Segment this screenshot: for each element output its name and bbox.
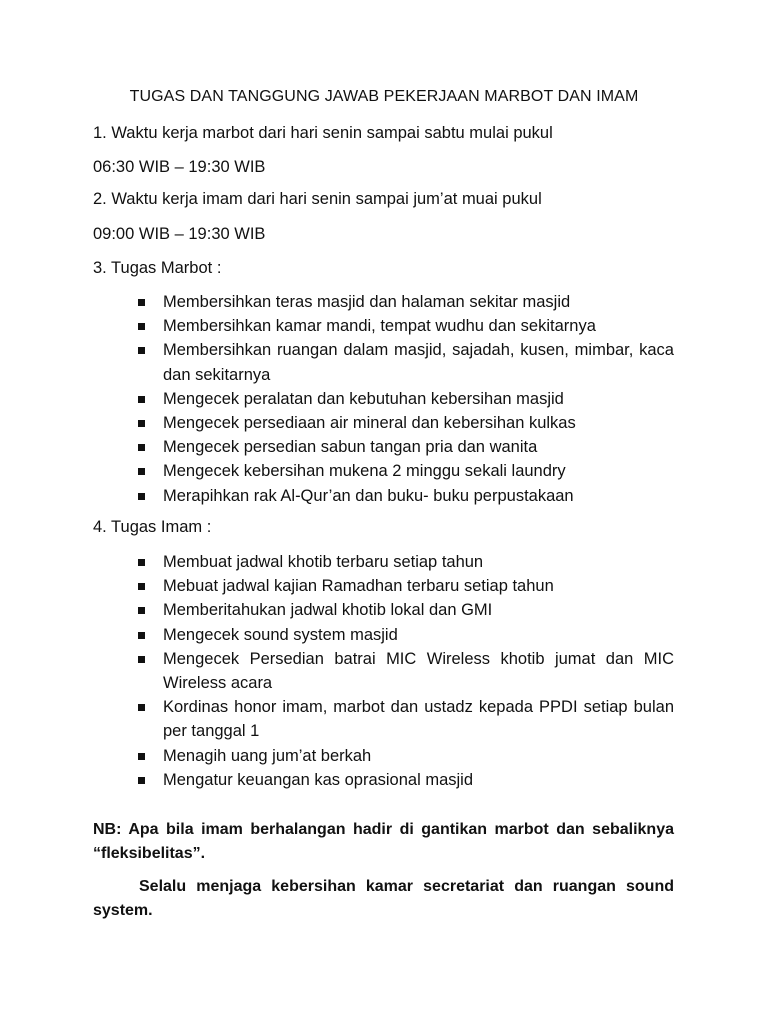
list-item bbox=[138, 550, 674, 574]
list-item-text: Mengecek kebersihan mukena 2 minggu sekali laundry bbox=[163, 462, 566, 481]
list-item-text: Menagih uang jum’at berkah bbox=[163, 746, 372, 765]
square-bullet-icon bbox=[138, 347, 145, 354]
square-bullet-icon bbox=[138, 444, 145, 451]
imam-work-hours-text: 2. Waktu kerja imam dari hari senin sampai jum’at muai pukul bbox=[93, 190, 542, 208]
list-item-text: Merapihkan rak Al-Qur’an dan buku- buku perpustakaan bbox=[163, 486, 574, 505]
list-item-text: Membersihkan ruangan dalam masjid, sajadah, kusen, mimbar, kaca dan sekitarnya bbox=[163, 341, 674, 384]
list-item bbox=[138, 744, 674, 768]
list-item bbox=[138, 623, 674, 647]
square-bullet-icon bbox=[138, 583, 145, 590]
square-bullet-icon bbox=[138, 299, 145, 306]
list-item bbox=[138, 647, 674, 695]
square-bullet-icon bbox=[138, 632, 145, 639]
list-item bbox=[138, 574, 674, 598]
imam-work-hours-time: 09:00 WIB – 19:30 WIB bbox=[93, 225, 266, 243]
list-item bbox=[138, 695, 674, 743]
nb-note: NB: Apa bila imam berhalangan hadir di gantikan marbot dan sebaliknya “fleksibelitas”. bbox=[93, 821, 674, 862]
marbot-task-list bbox=[138, 290, 674, 508]
list-item-text: Mebuat jadwal kajian Ramadhan terbaru setiap tahun bbox=[163, 577, 554, 596]
list-item-text: Mengecek sound system masjid bbox=[163, 625, 398, 644]
list-item bbox=[138, 314, 674, 338]
list-item bbox=[138, 411, 674, 435]
marbot-work-hours-time: 06:30 WIB – 19:30 WIB bbox=[93, 158, 266, 176]
list-item-text: Membuat jadwal khotib terbaru setiap tahun bbox=[163, 553, 484, 571]
list-item bbox=[138, 387, 674, 411]
list-item-text: Kordinas honor imam, marbot dan ustadz kepada PPDI setiap bulan per tanggal 1 bbox=[163, 698, 674, 741]
square-bullet-icon bbox=[138, 777, 145, 784]
list-item-text: Mengatur keuangan kas oprasional masjid bbox=[163, 770, 474, 789]
list-item-text: Membersihkan kamar mandi, tempat wudhu dan sekitarnya bbox=[163, 317, 596, 336]
square-bullet-icon bbox=[138, 396, 145, 403]
marbot-work-hours-text: 1. Waktu kerja marbot dari hari senin sampai sabtu mulai pukul bbox=[93, 124, 553, 142]
square-bullet-icon bbox=[138, 656, 145, 663]
list-item-text: Memberitahukan jadwal khotib lokal dan GMI bbox=[163, 601, 493, 620]
list-item-text: Mengecek persediaan air mineral dan kebersihan kulkas bbox=[163, 414, 576, 433]
list-item bbox=[138, 484, 674, 508]
list-item bbox=[138, 459, 674, 483]
document-title: TUGAS DAN TANGGUNG JAWAB PEKERJAAN MARBOT DAN IMAM bbox=[129, 88, 639, 105]
list-item bbox=[138, 435, 674, 459]
list-item bbox=[138, 290, 674, 314]
square-bullet-icon bbox=[138, 323, 145, 330]
square-bullet-icon bbox=[138, 420, 145, 427]
square-bullet-icon bbox=[138, 607, 145, 614]
list-item-text: Mengecek persedian sabun tangan pria dan wanita bbox=[163, 438, 538, 457]
square-bullet-icon bbox=[138, 704, 145, 711]
list-item bbox=[138, 598, 674, 622]
list-item-text: Mengecek peralatan dan kebutuhan kebersihan masjid bbox=[163, 389, 564, 408]
imam-tasks-heading: 4. Tugas Imam : bbox=[93, 518, 212, 536]
imam-task-list bbox=[138, 550, 674, 792]
square-bullet-icon bbox=[138, 559, 145, 566]
cleanliness-note: Selalu menjaga kebersihan kamar secretariat dan ruangan sound system. bbox=[93, 878, 674, 919]
list-item-text: Membersihkan teras masjid dan halaman sekitar masjid bbox=[163, 293, 571, 311]
square-bullet-icon bbox=[138, 493, 145, 500]
list-item bbox=[138, 338, 674, 386]
list-item bbox=[138, 768, 674, 792]
list-item-text: Mengecek Persedian batrai MIC Wireless khotib jumat dan MIC Wireless acara bbox=[163, 649, 674, 693]
square-bullet-icon bbox=[138, 753, 145, 760]
marbot-tasks-heading: 3. Tugas Marbot : bbox=[93, 259, 222, 277]
square-bullet-icon bbox=[138, 468, 145, 475]
